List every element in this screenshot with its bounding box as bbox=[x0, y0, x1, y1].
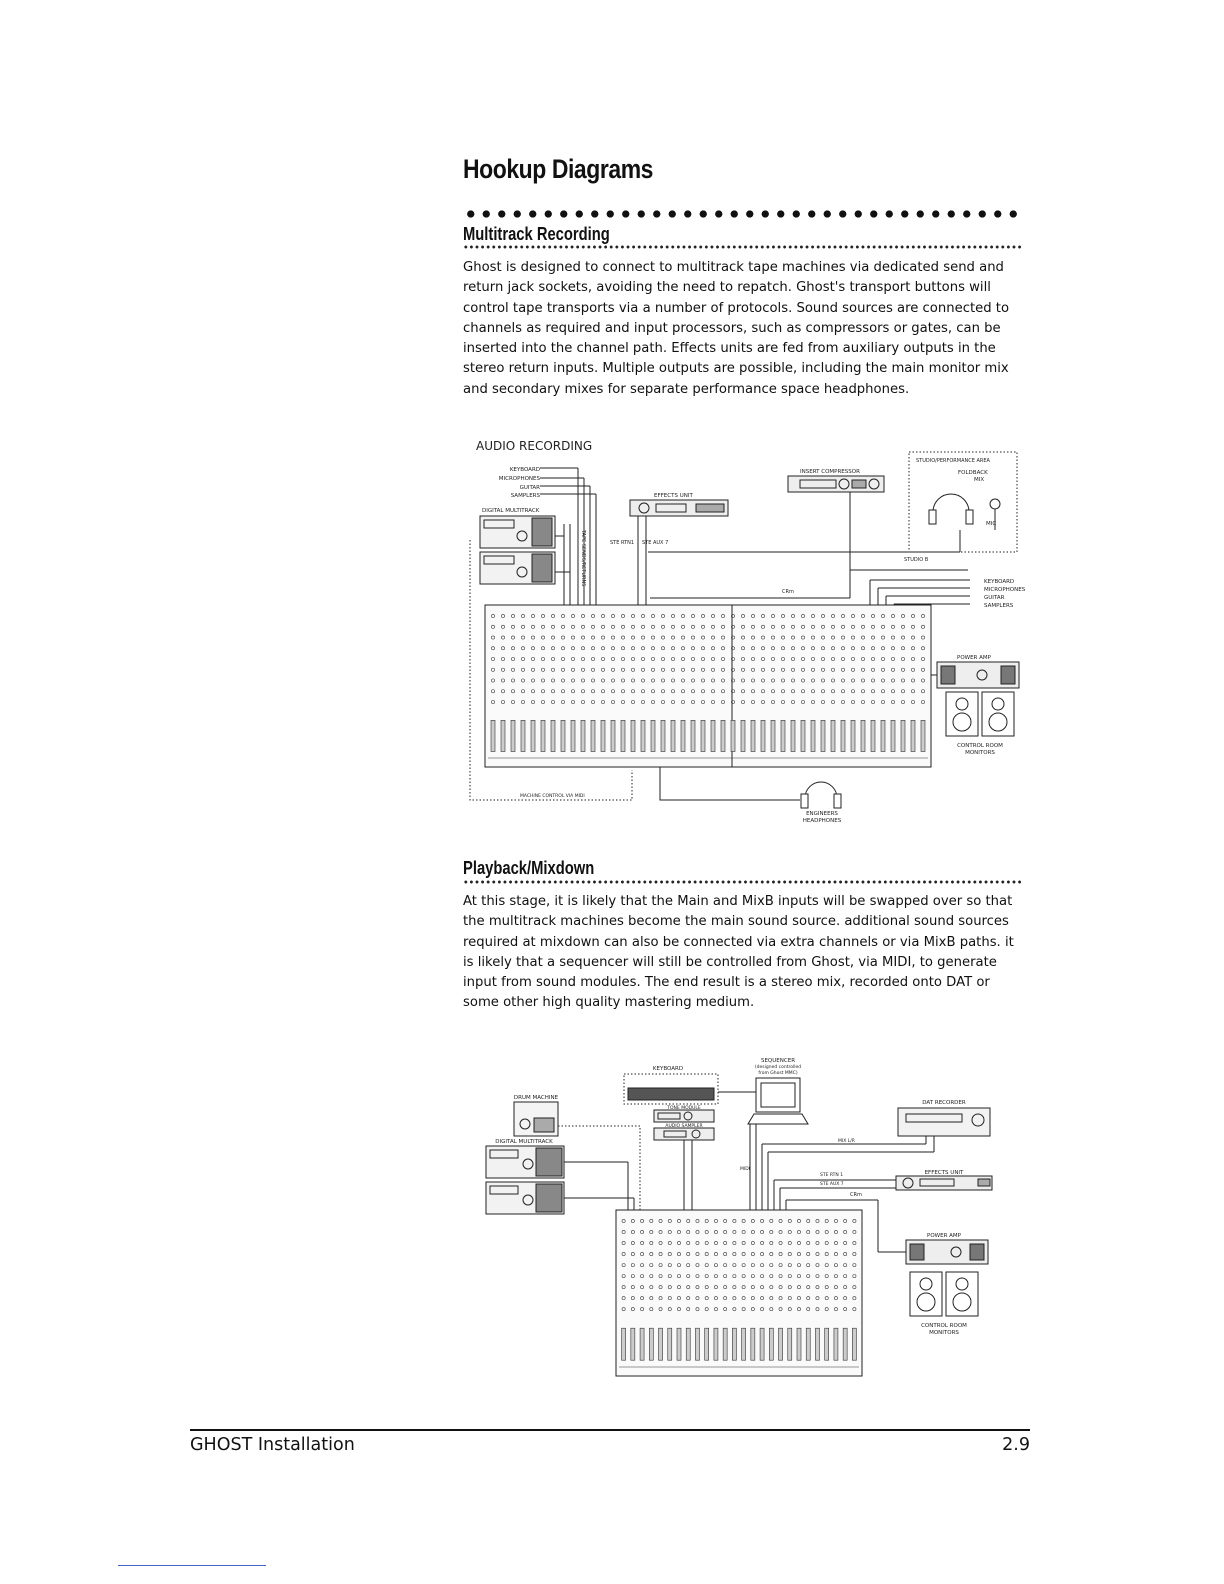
playback-mixdown-diagram bbox=[478, 1052, 998, 1382]
microphone-icon bbox=[990, 499, 1000, 509]
section-paragraph-playback: At this stage, it is likely that the Main and MixB inputs will be swapped over so that the multitrack machines become the main sound source. additional sound sources required at mixdown can also be connected via extra channels or via MixB paths. it is likely that a sequencer will still be controlled from Ghost, via MIDI, to generate input from sound modules. The end result is a stereo mix, recorded onto DAT or some other high quality mastering medium. bbox=[463, 894, 1014, 1011]
section-paragraph-multitrack: Ghost is designed to connect to multitrack tape machines via dedicated send and return jack sockets, avoiding the need to repatch. Ghost's transport buttons will control tape transports via a number of protocols. Sound sources are connected to channels as required and input processors, such as compressors or gates, can be inserted into the channel path. Effects units are fed from auxiliary outputs in the stereo return inputs. Multiple outputs are possible, including the main monitor mix and secondary mixes for separate performance space headphones. bbox=[463, 260, 1010, 397]
insert-compressor bbox=[788, 476, 884, 492]
sequencer-note: (designed controlled bbox=[754, 1065, 802, 1070]
footer-page-number: 2.9 bbox=[1002, 1435, 1030, 1455]
right-source-label: KEYBOARD bbox=[984, 579, 1015, 585]
bottom-link-underline bbox=[118, 1565, 266, 1566]
multitrack-recorder-1 bbox=[480, 516, 555, 548]
midi-label: MIDI bbox=[740, 1167, 751, 1172]
studio-b-label: STUDIO B bbox=[904, 557, 929, 563]
section-title-playback: Playback/Mixdown bbox=[463, 858, 595, 878]
mic-label: MIC bbox=[986, 521, 997, 527]
section-title-multitrack: Multitrack Recording bbox=[463, 224, 610, 244]
keyboard bbox=[624, 1074, 718, 1104]
multitrack-recorder-2 bbox=[480, 552, 555, 584]
sequencer-computer bbox=[748, 1078, 808, 1124]
effects-unit-label: EFFECTS UNIT bbox=[654, 493, 693, 499]
machine-control-label: MACHINE CONTROL VIA MIDI bbox=[520, 794, 585, 799]
audio-sampler bbox=[654, 1128, 714, 1140]
power-amp-label: POWER AMP bbox=[957, 655, 991, 661]
section-dotted-rule bbox=[463, 880, 1023, 884]
power-amp bbox=[906, 1240, 988, 1264]
studio-area-box bbox=[909, 452, 1017, 552]
footer-rule bbox=[190, 1429, 1030, 1431]
digital-multitrack-label: DIGITAL MULTITRACK bbox=[495, 1139, 553, 1145]
monitors-label: MONITORS bbox=[929, 1330, 959, 1336]
monitors-label: MONITORS bbox=[965, 750, 995, 756]
right-source-label: GUITAR bbox=[984, 595, 1005, 601]
right-source-label: SAMPLERS bbox=[984, 603, 1014, 609]
source-label: GUITAR bbox=[519, 485, 540, 491]
power-amp-label: POWER AMP bbox=[927, 1233, 961, 1239]
effects-unit bbox=[630, 500, 728, 516]
drum-machine-label: DRUM MACHINE bbox=[513, 1095, 559, 1101]
engineers-headphones-icon bbox=[805, 782, 837, 798]
mix-lr-label: MIX L/R bbox=[838, 1139, 855, 1144]
tone-module-label: TONE MODULE bbox=[667, 1106, 701, 1111]
audio-recording-diagram bbox=[460, 430, 1040, 830]
tape-sends-label: TAPE SENDS/RETURNS bbox=[580, 530, 586, 587]
dat-recorder-label: DAT RECORDER bbox=[922, 1100, 966, 1106]
power-amp bbox=[937, 662, 1019, 688]
control-room-monitors bbox=[910, 1272, 978, 1316]
crm-label: CRm bbox=[782, 589, 794, 595]
drum-machine bbox=[514, 1102, 558, 1136]
heading-dotted-rule bbox=[463, 209, 1023, 219]
tone-module bbox=[654, 1110, 714, 1122]
ste-rtn1-label: STE RTN1 bbox=[610, 540, 635, 546]
ste-rtn1-label: STE RTN 1 bbox=[820, 1173, 844, 1178]
studio-area-label: STUDIO/PERFORMANCE AREA bbox=[916, 458, 990, 464]
ste-aux7-label: STE AUX 7 bbox=[642, 540, 669, 546]
source-label: SAMPLERS bbox=[510, 493, 540, 499]
foldback-headphones-icon bbox=[933, 494, 969, 512]
footer-left: GHOST Installation bbox=[190, 1435, 355, 1455]
control-room-monitors bbox=[946, 692, 1014, 736]
multitrack-recorder-2 bbox=[486, 1182, 564, 1214]
section-dotted-rule bbox=[463, 245, 1023, 249]
foldback-label: FOLDBACK bbox=[958, 470, 988, 476]
dat-recorder bbox=[898, 1108, 990, 1136]
sequencer-note: from Ghost MMC) bbox=[758, 1071, 798, 1076]
multitrack-recorder-1 bbox=[486, 1146, 564, 1178]
headphones-label: HEADPHONES bbox=[802, 818, 842, 824]
foldback-mix-label: MIX bbox=[974, 477, 985, 483]
insert-compressor-label: INSERT COMPRESSOR bbox=[800, 469, 860, 475]
control-room-label: CONTROL ROOM bbox=[921, 1323, 967, 1329]
page-heading: Hookup Diagrams bbox=[463, 154, 654, 184]
diagram-title: AUDIO RECORDING bbox=[476, 439, 593, 453]
sequencer-label: SEQUENCER bbox=[760, 1058, 796, 1064]
audio-sampler-label: AUDIO SAMPLER bbox=[665, 1124, 703, 1129]
effects-unit-label: EFFECTS UNIT bbox=[924, 1170, 964, 1176]
crm-label: CRm bbox=[850, 1192, 862, 1198]
source-label: MICROPHONES bbox=[498, 476, 540, 482]
keyboard-label: KEYBOARD bbox=[652, 1066, 684, 1072]
ste-aux7-label: STE AUX 7 bbox=[820, 1182, 844, 1187]
source-label: KEYBOARD bbox=[509, 467, 540, 473]
engineers-label: ENGINEERS bbox=[806, 811, 838, 817]
effects-unit bbox=[896, 1176, 992, 1190]
right-source-label: MICROPHONES bbox=[984, 587, 1026, 593]
digital-multitrack-label: DIGITAL MULTITRACK bbox=[482, 508, 540, 514]
control-room-label: CONTROL ROOM bbox=[957, 743, 1003, 749]
